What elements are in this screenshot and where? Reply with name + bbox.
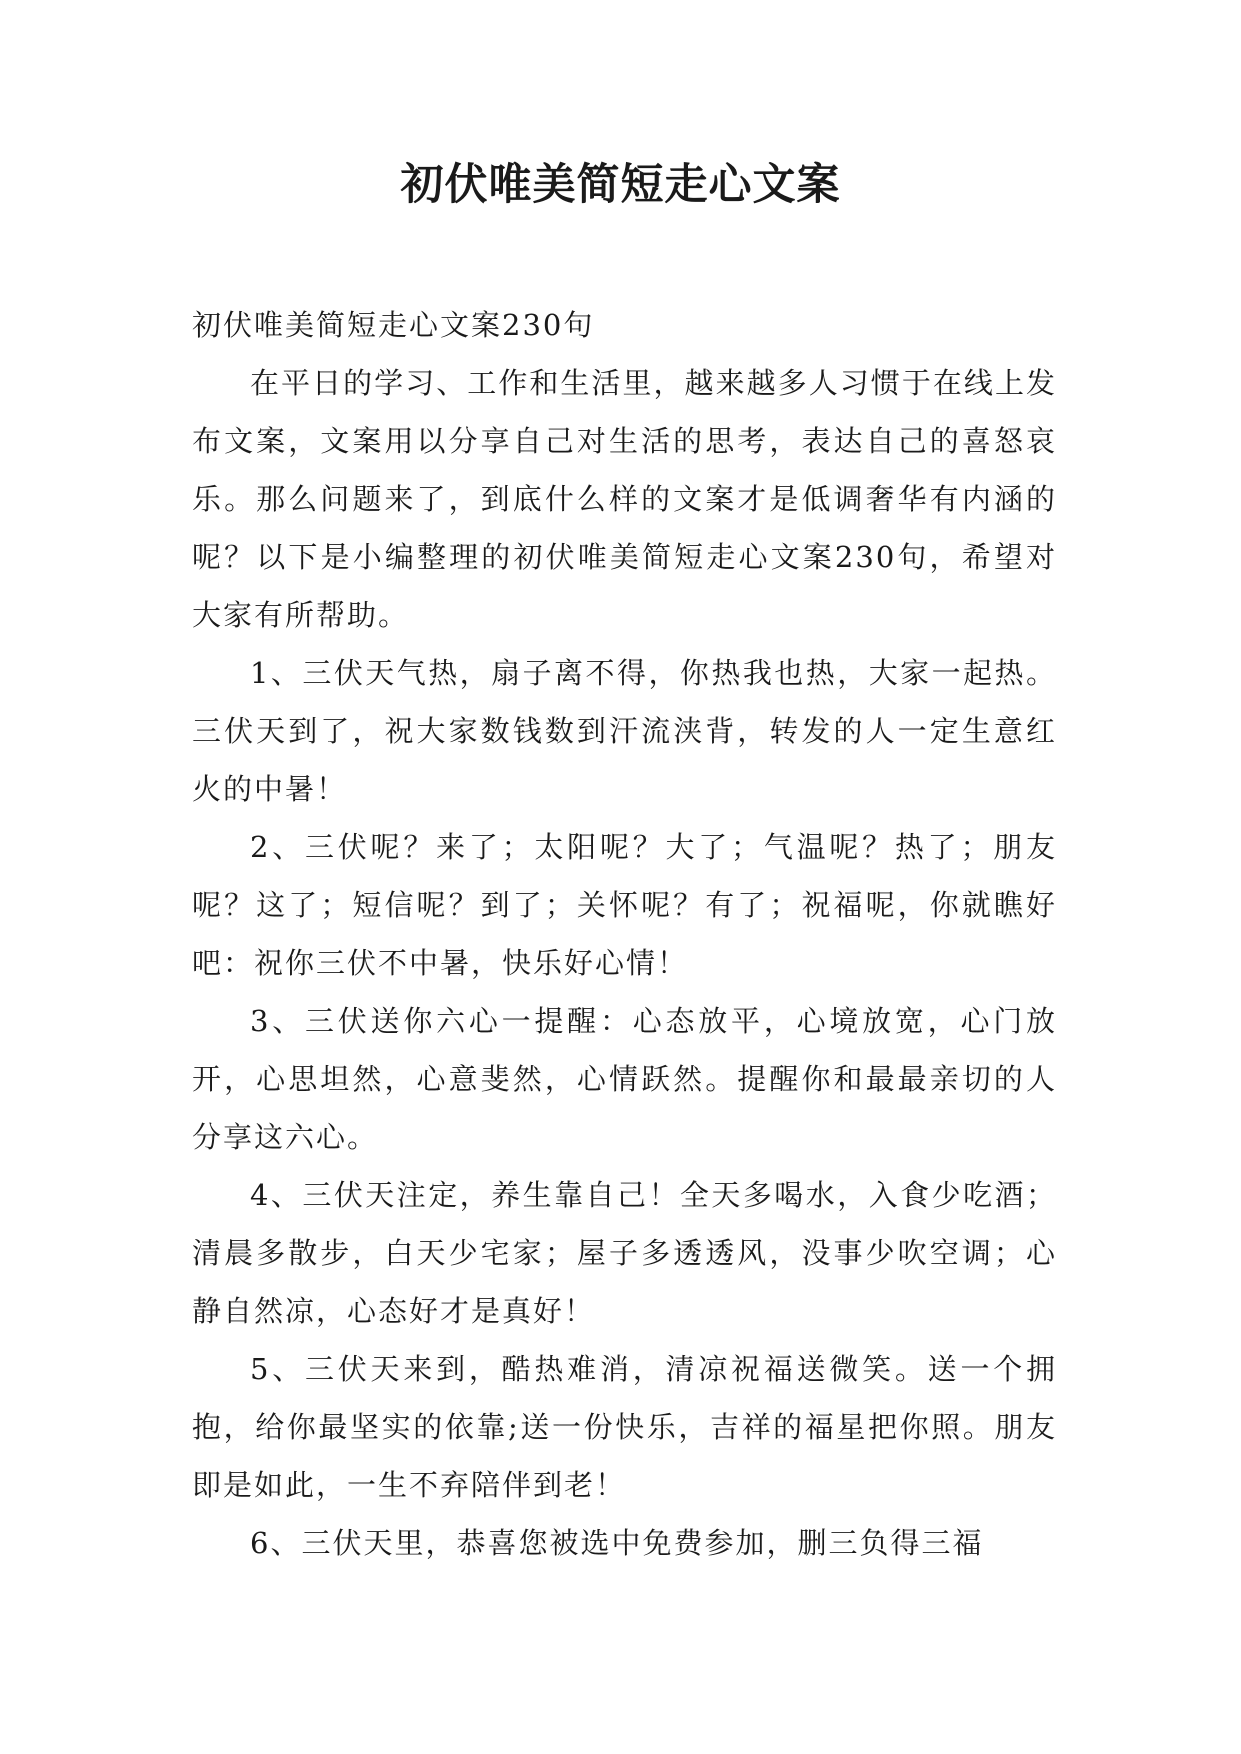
paragraph-2: 2、三伏呢？来了；太阳呢？大了；气温呢？热了；朋友呢？这了；短信呢？到了；关怀呢？有了；祝福呢，你就瞧好吧：祝你三伏不中暑，快乐好心情！ [192,830,1057,980]
intro-paragraph: 在平日的学习、工作和生活里，越来越多人习惯于在线上发布文案，文案用以分享自己对生活的思考，表达自己的喜怒哀乐。那么问题来了，到底什么样的文案才是低调奢华有内涵的呢？以下是小编整理的初伏唯美简短走心文案230句，希望对大家有所帮助。 [192,366,1057,632]
paragraph-5: 5、三伏天来到，酷热难消，清凉祝福送微笑。送一个拥抱，给你最坚实的依靠;送一份快乐，吉祥的福星把你照。朋友即是如此，一生不弃陪伴到老！ [192,1352,1057,1502]
paragraph-4: 4、三伏天注定，养生靠自己！全天多喝水，入食少吃酒；清晨多散步，白天少宅家；屋子多透透风，没事少吹空调；心静自然凉，心态好才是真好！ [192,1178,1057,1328]
document-body [192,296,1057,1572]
paragraph-6: 6、三伏天里，恭喜您被选中免费参加，删三负得三福 [250,1526,984,1560]
document-subtitle: 初伏唯美简短走心文案230句 [192,308,595,342]
paragraph-1: 1、三伏天气热，扇子离不得，你热我也热，大家一起热。三伏天到了，祝大家数钱数到汗流浃背，转发的人一定生意红火的中暑！ [192,656,1057,806]
document-title: 初伏唯美简短走心文案 [400,160,841,210]
paragraph-3: 3、三伏送你六心一提醒：心态放平，心境放宽，心门放开，心思坦然，心意斐然，心情跃然。提醒你和最最亲切的人分享这六心。 [192,1004,1057,1154]
